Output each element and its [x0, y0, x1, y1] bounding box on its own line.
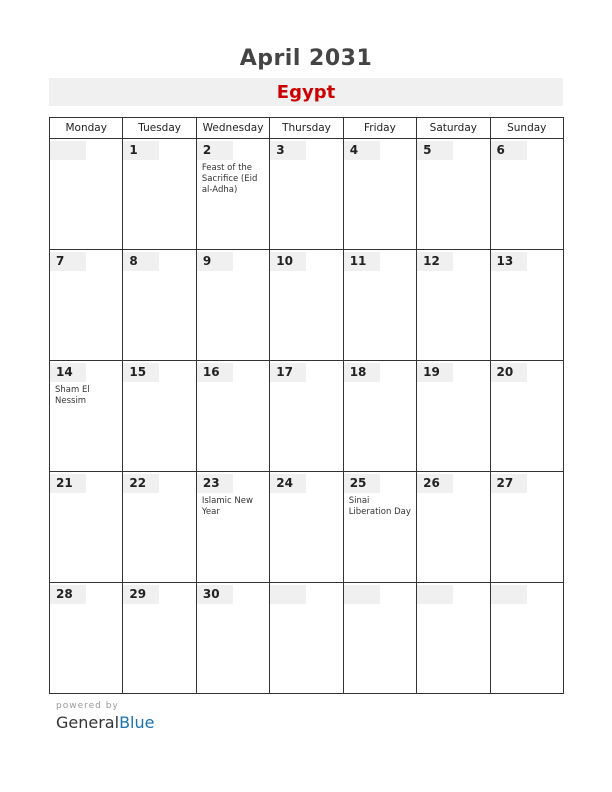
day-number: 22: [123, 474, 159, 493]
week-row: [50, 250, 564, 361]
day-number: 2: [197, 141, 233, 160]
holiday-label: Sinai Liberation Day: [348, 496, 411, 517]
day-cell[interactable]: [417, 361, 490, 472]
day-cell[interactable]: [343, 583, 416, 694]
day-cell[interactable]: [196, 139, 269, 250]
holiday-label: Islamic New Year: [201, 496, 253, 517]
day-number: 6: [491, 141, 527, 160]
weekday-header: Tuesday: [123, 118, 196, 139]
day-number: 5: [417, 141, 453, 160]
day-number: 8: [123, 252, 159, 271]
country-name: Egypt: [276, 81, 336, 103]
day-number: 11: [344, 252, 380, 271]
day-number: 9: [197, 252, 233, 271]
day-cell[interactable]: [196, 583, 269, 694]
day-number: 26: [417, 474, 453, 493]
weekday-header: Monday: [50, 118, 123, 139]
day-cell[interactable]: [490, 472, 563, 583]
day-number: [417, 585, 453, 604]
day-cell[interactable]: [196, 250, 269, 361]
day-number: 7: [50, 252, 86, 271]
day-cell[interactable]: [490, 139, 563, 250]
day-number: 27: [491, 474, 527, 493]
day-cell[interactable]: [343, 250, 416, 361]
holiday-label: Sham El Nessim: [55, 385, 90, 406]
week-row: [50, 361, 564, 472]
day-number: 3: [270, 141, 306, 160]
day-cell[interactable]: [50, 583, 123, 694]
country-banner: [49, 78, 563, 106]
day-cell[interactable]: [417, 250, 490, 361]
week-row: [50, 583, 564, 694]
page-title: April 2031: [239, 46, 373, 71]
day-number: 15: [123, 363, 159, 382]
week-row: [50, 139, 564, 250]
day-cell[interactable]: [50, 139, 123, 250]
day-number: 17: [270, 363, 306, 382]
week-row: [50, 472, 564, 583]
weekday-header: Saturday: [417, 118, 490, 139]
day-cell[interactable]: [270, 139, 343, 250]
day-number: 1: [123, 141, 159, 160]
day-number: 29: [123, 585, 159, 604]
day-number: [491, 585, 527, 604]
day-number: 14: [50, 363, 86, 382]
day-number: 18: [344, 363, 380, 382]
day-cell[interactable]: [270, 361, 343, 472]
weekday-header: Thursday: [270, 118, 343, 139]
weekday-header: Friday: [343, 118, 416, 139]
day-number: 25: [344, 474, 380, 493]
day-number: 23: [197, 474, 233, 493]
brand-general: General: [56, 713, 120, 732]
day-cell[interactable]: [343, 361, 416, 472]
day-cell[interactable]: [417, 139, 490, 250]
day-number: 19: [417, 363, 453, 382]
brand-blue: Blue: [119, 713, 155, 732]
day-number: 20: [491, 363, 527, 382]
day-cell[interactable]: [490, 583, 563, 694]
day-number: 4: [344, 141, 380, 160]
day-number: [344, 585, 380, 604]
footer: [56, 701, 154, 732]
day-number: 30: [197, 585, 233, 604]
day-cell[interactable]: [123, 472, 196, 583]
day-number: [50, 141, 86, 160]
day-number: 21: [50, 474, 86, 493]
calendar-grid: [49, 117, 564, 694]
day-cell[interactable]: [270, 250, 343, 361]
generalblue-logo[interactable]: [56, 713, 154, 732]
day-number: 10: [270, 252, 306, 271]
day-cell[interactable]: [343, 472, 416, 583]
day-cell[interactable]: [123, 139, 196, 250]
weekday-header: Sunday: [490, 118, 563, 139]
day-cell[interactable]: [123, 583, 196, 694]
powered-by-text: powered by: [56, 701, 119, 711]
day-cell[interactable]: [196, 472, 269, 583]
day-number: 24: [270, 474, 306, 493]
day-number: 16: [197, 363, 233, 382]
day-cell[interactable]: [270, 472, 343, 583]
weekday-header: Wednesday: [196, 118, 269, 139]
day-cell[interactable]: [490, 250, 563, 361]
day-cell[interactable]: [417, 583, 490, 694]
day-number: 28: [50, 585, 86, 604]
day-cell[interactable]: [50, 361, 123, 472]
day-number: 12: [417, 252, 453, 271]
day-number: [270, 585, 306, 604]
holiday-label: Feast of the Sacrifice (Eid al-Adha): [201, 163, 258, 195]
day-cell[interactable]: [196, 361, 269, 472]
day-cell[interactable]: [123, 250, 196, 361]
day-cell[interactable]: [343, 139, 416, 250]
day-cell[interactable]: [417, 472, 490, 583]
day-cell[interactable]: [270, 583, 343, 694]
day-number: 13: [491, 252, 527, 271]
weekday-header-row: [50, 118, 564, 139]
day-cell[interactable]: [50, 472, 123, 583]
day-cell[interactable]: [490, 361, 563, 472]
day-cell[interactable]: [123, 361, 196, 472]
day-cell[interactable]: [50, 250, 123, 361]
